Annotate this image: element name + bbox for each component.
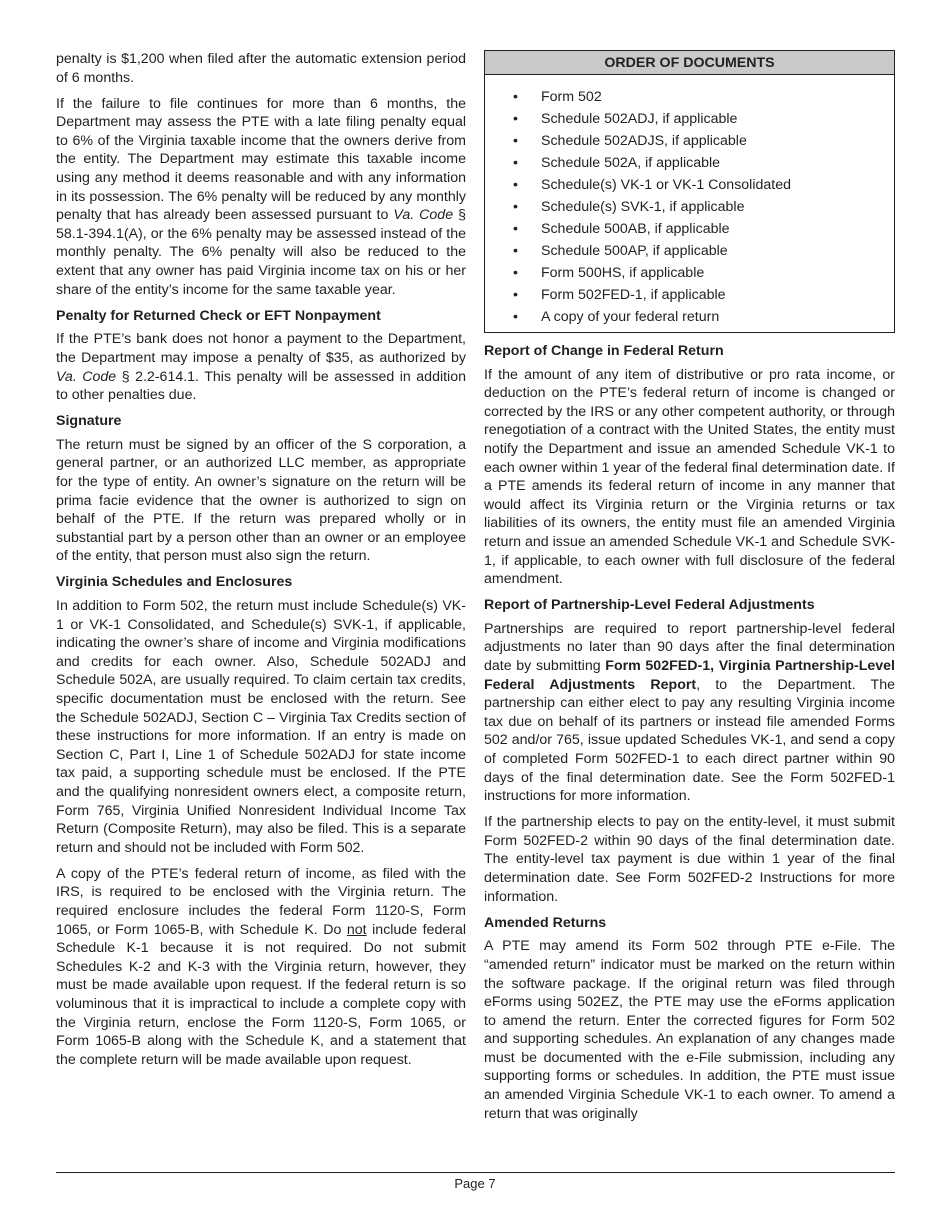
document-list-item (513, 306, 894, 328)
document-name: Schedule 502ADJS, if applicable (541, 133, 747, 149)
bullet-icon: • (513, 89, 518, 105)
order-of-documents-box (484, 50, 895, 333)
change-federal-return-heading: Report of Change in Federal Return (484, 343, 724, 359)
document-name: Schedule(s) VK-1 or VK-1 Consolidated (541, 177, 791, 193)
bullet-icon: • (513, 199, 518, 215)
document-list-item (513, 284, 894, 306)
bullet-icon: • (513, 309, 518, 325)
order-of-documents-title: ORDER OF DOCUMENTS (485, 51, 894, 75)
documents-list (485, 75, 894, 332)
returned-check-paragraph: If the PTE’s bank does not honor a payment to the Department, the Department may impose a penalty of $35, as authorized by Va. Code § 2.2-614.1. This penalty will be assessed in addition to other penalties due. (56, 331, 466, 404)
document-name: Form 500HS, if applicable (541, 265, 705, 281)
bullet-icon: • (513, 221, 518, 237)
document-name: A copy of your federal return (541, 309, 720, 325)
bullet-icon: • (513, 177, 518, 193)
left-column (56, 50, 466, 1077)
amended-returns-paragraph: A PTE may amend its Form 502 through PTE e-File. The “amended return” indicator must be marked on the return within the software package. If the original return was filed through eForms using 502EZ, the PTE may use the eForms application to amend the return. Enter the corrected figures for Form 502 and supporting schedules. An explanation of any changes made must be documented with the e-File submission, including any supporting forms or schedules. In addition, the PTE must issue an amended Virginia Schedule VK-1 to each owner. To amend a return that was originally (484, 938, 895, 1122)
returned-check-heading: Penalty for Returned Check or EFT Nonpayment (56, 307, 381, 324)
entity-level-paragraph: If the partnership elects to pay on the entity-level, it must submit Form 502FED-2 within 90 days of the final determination date. The entity-level tax payment is due within 1 year of the final determination date. See Form 502FED-2 Instructions for more information. (484, 814, 895, 905)
partnership-adjustments-paragraph: Partnerships are required to report partnership-level federal adjustments no later than 90 days after the final determination date by submitting Form 502FED-1, Virginia Partnership-Level Federal Adjustments Report, to the Department. The partnership can either elect to pay any resulting Virginia income tax due on behalf of its partners or instead file amended Forms 502 and/or 765, issue updated Schedules VK-1, and send a copy of completed Form 502FED-1 to each direct partner within 90 days of the final determination date. See the Form 502FED-1 instructions for more information. (484, 620, 895, 805)
document-name: Schedule 502A, if applicable (541, 155, 721, 171)
schedules-paragraph: In addition to Form 502, the return must include Schedule(s) VK-1 or VK-1 Consolidated, and Schedule(s) SVK-1, if applicable, indicating the owner’s share of income and Virginia modifications and credits for each owner. Also, Schedule 502ADJ and Schedule 502A, are usually required. To claim certain tax credits, specific documentation must be enclosed with the return. See the Schedule 502ADJ, Section C – Virginia Tax Credits section of these instructions for more information. If an entry is made on Section C, Part I, Line 1 of Schedule 502ADJ for state income tax paid, a supporting schedule must be enclosed. If the PTE and the qualifying nonresident owners elect, a composite return, Form 765, Virginia Unified Nonresident Individual Income Tax Return (Composite Return), may also be filed. This is a separate return and should not be included with Form 502. (56, 598, 466, 856)
document-name: Schedule 500AB, if applicable (541, 221, 730, 237)
document-name: Form 502FED-1, if applicable (541, 287, 726, 303)
document-list-item (513, 262, 894, 284)
partnership-adjustments-heading: Report of Partnership-Level Federal Adjustments (484, 597, 815, 614)
bullet-icon: • (513, 243, 518, 259)
document-name: Schedule(s) SVK-1, if applicable (541, 199, 745, 215)
penalty-extension-paragraph: penalty is $1,200 when filed after the automatic extension period of 6 months. (56, 51, 466, 86)
document-list-item (513, 240, 894, 262)
late-filing-penalty-paragraph: If the failure to file continues for more than 6 months, the Department may assess the PTE with a late filing penalty equal to 6% of the Virginia taxable income that the owners derive from the entity. The Department may estimate this taxable income using any method it deems reasonable and with any information in its possession. The 6% penalty will be reduced by any monthly penalty that has already been assessed pursuant to Va. Code § 58.1-394.1(A), or the 6% penalty may be assessed instead of the monthly penalty. The 6% penalty will also be reduced to the extent that any owner has paid Virginia income tax on his or her share of the entity’s income for the same taxable year. (56, 95, 466, 298)
bullet-icon: • (513, 111, 518, 127)
amended-returns-heading: Amended Returns (484, 914, 607, 931)
document-list-item (513, 130, 894, 152)
document-list-item (513, 86, 894, 108)
signature-heading: Signature (56, 413, 122, 430)
right-column (484, 50, 895, 1131)
document-list-item (513, 108, 894, 130)
change-federal-return-paragraph: If the amount of any item of distributive or pro rata income, or deduction on the PTE’s federal return of income is changed or corrected by the IRS or any other competent authority, or through renegotiation of a contract with the United States, the entity must notify the Department and issue an amended Schedule VK-1 to each owner within 1 year of the federal final determination date. If a PTE amends its federal return of income in any manner that would affect its Virginia return or the Virginia returns or tax liabilities of its owners, the entity must file an amended Virginia return and issue an amended Schedule VK-1 and Schedule SVK-1, if applicable, to each owner with full disclosure of the federal amendment. (484, 366, 895, 588)
bullet-icon: • (513, 155, 518, 171)
bullet-icon: • (513, 133, 518, 149)
schedules-heading: Virginia Schedules and Enclosures (56, 574, 293, 591)
bullet-icon: • (513, 265, 518, 281)
document-list-item (513, 196, 894, 218)
document-list-item (513, 218, 894, 240)
bullet-icon: • (513, 287, 518, 303)
document-list-item (513, 174, 894, 196)
document-list-item (513, 152, 894, 174)
footer-divider (56, 1172, 895, 1173)
signature-paragraph: The return must be signed by an officer of the S corporation, a general partner, or an authorized LLC member, as appropriate for the type of entity. An owner’s signature on the return will be prima facie evidence that the owner is authorized to sign on behalf of the PTE. If the return was prepared wholly or in substantial part by a person other than an owner or an employee of the entity, that person must also sign the return. (56, 436, 466, 565)
document-name: Form 502 (541, 89, 602, 105)
document-name: Schedule 500AP, if applicable (541, 243, 728, 259)
page-number: Page 7 (454, 1176, 496, 1191)
document-name: Schedule 502ADJ, if applicable (541, 111, 738, 127)
federal-return-paragraph: A copy of the PTE’s federal return of income, as filed with the IRS, is required to be enclosed with the Virginia return. The required enclosure includes the federal Form 1120-S, Form 1065, or Form 1065-B, with Schedule K. Do not include federal Schedule K-1 because it is not required. Do not submit Schedules K-2 and K-3 with the Virginia return, however, they must be made available upon request. If the federal return is so voluminous that it is impractical to include a complete copy with the Virginia return, enclose the Form 1120-S, Form 1065, or Form 1065-B along with the Schedule K, and a statement that the complete return will be made available upon request. (56, 865, 466, 1068)
